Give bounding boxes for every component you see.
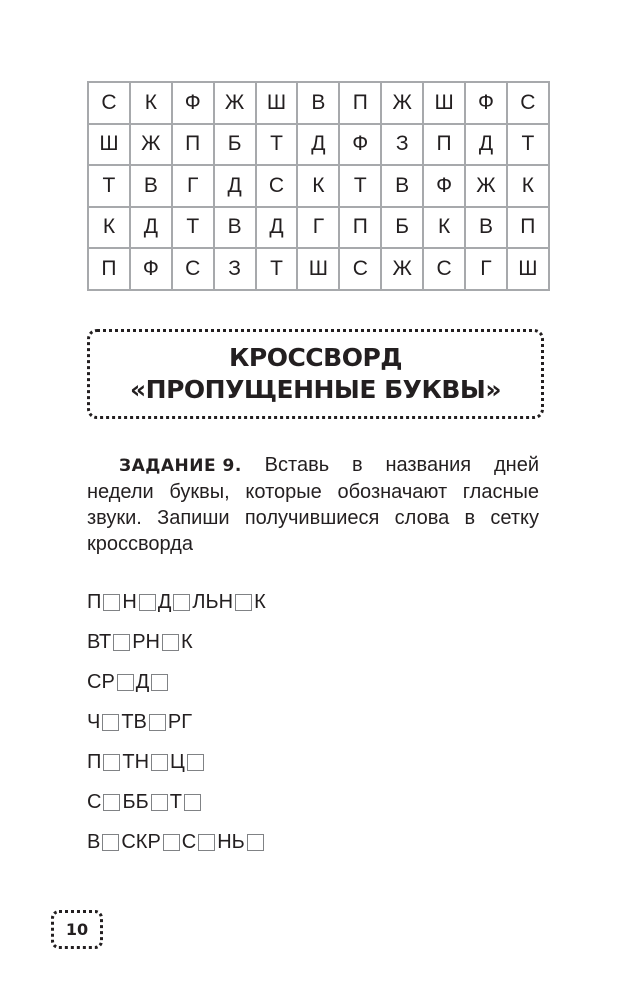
- grid-cell: С: [172, 248, 214, 290]
- grid-cell: Ш: [88, 124, 130, 166]
- grid-cell: Д: [214, 165, 256, 207]
- grid-cell: К: [507, 165, 549, 207]
- letter-blank[interactable]: [162, 634, 179, 651]
- letter-blank[interactable]: [184, 794, 201, 811]
- grid-cell: Г: [465, 248, 507, 290]
- word-fragment: Т: [169, 790, 182, 813]
- letter-blank[interactable]: [163, 834, 180, 851]
- grid-cell: С: [339, 248, 381, 290]
- word-fragment: ББ: [122, 790, 149, 813]
- letter-blank[interactable]: [103, 794, 120, 811]
- word-fragment: НЬ: [217, 830, 245, 853]
- word-fragment: СР: [87, 670, 115, 693]
- grid-cell: З: [214, 248, 256, 290]
- grid-cell: П: [507, 207, 549, 249]
- letter-blank[interactable]: [149, 714, 166, 731]
- grid-cell: Т: [256, 248, 298, 290]
- grid-cell: К: [88, 207, 130, 249]
- grid-cell: Г: [172, 165, 214, 207]
- letter-blank[interactable]: [103, 594, 120, 611]
- grid-cell: Д: [130, 207, 172, 249]
- letter-blank[interactable]: [151, 794, 168, 811]
- grid-cell: Т: [256, 124, 298, 166]
- grid-cell: З: [381, 124, 423, 166]
- grid-row: [88, 124, 549, 166]
- letter-blank[interactable]: [187, 754, 204, 771]
- word-fragment: П: [87, 750, 102, 773]
- page-number: 10: [51, 910, 103, 949]
- grid-cell: Ш: [507, 248, 549, 290]
- grid-cell: Б: [214, 124, 256, 166]
- grid-cell: Т: [507, 124, 549, 166]
- word-fragment: П: [87, 590, 102, 613]
- grid-cell: С: [256, 165, 298, 207]
- task-label: ЗАДАНИЕ 9.: [119, 456, 242, 476]
- section-title-line-2: «ПРОПУЩЕННЫЕ БУКВЫ»: [130, 375, 501, 404]
- section-title-line-1: КРОССВОРД: [228, 343, 403, 372]
- grid-cell: П: [423, 124, 465, 166]
- letter-blank[interactable]: [151, 754, 168, 771]
- letter-grid: [87, 81, 550, 291]
- task-text: Вставь в названия дней недели буквы, которые обозначают гласные звуки. Запиши получившиеся слова в сетку кроссворда: [87, 454, 539, 555]
- letter-blank[interactable]: [102, 714, 119, 731]
- word-fragment: ТН: [122, 750, 150, 773]
- grid-cell: Ж: [381, 82, 423, 124]
- word-fragment: С: [181, 830, 197, 853]
- grid-cell: В: [297, 82, 339, 124]
- word-fragment: СКР: [121, 830, 161, 853]
- grid-cell: П: [88, 248, 130, 290]
- letter-blank[interactable]: [102, 834, 119, 851]
- grid-cell: С: [423, 248, 465, 290]
- grid-cell: Д: [256, 207, 298, 249]
- grid-cell: Ж: [381, 248, 423, 290]
- grid-cell: Ш: [423, 82, 465, 124]
- grid-cell: К: [130, 82, 172, 124]
- letter-blank[interactable]: [198, 834, 215, 851]
- word-fragment: Н: [122, 590, 137, 613]
- word-fragment: ВТ: [87, 630, 112, 653]
- weekday-word: [87, 582, 266, 622]
- letter-blank[interactable]: [103, 754, 120, 771]
- letter-blank[interactable]: [151, 674, 168, 691]
- grid-cell: Ж: [465, 165, 507, 207]
- grid-cell: Т: [339, 165, 381, 207]
- grid-cell: Т: [88, 165, 130, 207]
- grid-cell: Б: [381, 207, 423, 249]
- grid-cell: П: [339, 82, 381, 124]
- word-fragment: Ц: [170, 750, 185, 773]
- word-fragment: РН: [132, 630, 161, 653]
- grid-cell: Ж: [130, 124, 172, 166]
- weekday-word: [87, 702, 266, 742]
- word-fragment: Д: [135, 670, 150, 693]
- grid-cell: Ф: [130, 248, 172, 290]
- letter-blank[interactable]: [139, 594, 156, 611]
- grid-cell: Д: [465, 124, 507, 166]
- word-fragment: С: [87, 790, 102, 813]
- word-fragment: Ч: [87, 710, 101, 733]
- grid-cell: К: [423, 207, 465, 249]
- grid-cell: В: [381, 165, 423, 207]
- weekday-word: [87, 622, 266, 662]
- grid-cell: Ш: [297, 248, 339, 290]
- grid-cell: Ф: [465, 82, 507, 124]
- word-fragment: ТВ: [121, 710, 147, 733]
- word-fragment: ЛЬН: [192, 590, 234, 613]
- letter-blank[interactable]: [113, 634, 130, 651]
- letter-blank[interactable]: [247, 834, 264, 851]
- weekday-word: [87, 822, 266, 862]
- word-fragment: К: [181, 630, 193, 653]
- grid-cell: Ф: [339, 124, 381, 166]
- grid-cell: П: [339, 207, 381, 249]
- grid-cell: В: [465, 207, 507, 249]
- grid-cell: Ф: [423, 165, 465, 207]
- grid-row: [88, 165, 549, 207]
- section-title-box: [87, 329, 544, 419]
- grid-row: [88, 82, 549, 124]
- grid-cell: Ш: [256, 82, 298, 124]
- weekday-word: [87, 662, 266, 702]
- word-fragment: К: [254, 590, 266, 613]
- grid-cell: Д: [297, 124, 339, 166]
- grid-cell: В: [130, 165, 172, 207]
- grid-cell: С: [88, 82, 130, 124]
- grid-row: [88, 248, 549, 290]
- grid-cell: В: [214, 207, 256, 249]
- task-paragraph: [87, 452, 539, 557]
- weekday-word: [87, 742, 266, 782]
- grid-cell: Г: [297, 207, 339, 249]
- letter-blank[interactable]: [173, 594, 190, 611]
- word-list: [87, 582, 266, 862]
- word-fragment: РГ: [167, 710, 193, 733]
- grid-row: [88, 207, 549, 249]
- grid-cell: К: [297, 165, 339, 207]
- word-fragment: Д: [157, 590, 172, 613]
- grid-cell: Ф: [172, 82, 214, 124]
- letter-blank[interactable]: [117, 674, 134, 691]
- word-fragment: В: [87, 830, 101, 853]
- grid-cell: П: [172, 124, 214, 166]
- grid-cell: Т: [172, 207, 214, 249]
- grid-cell: Ж: [214, 82, 256, 124]
- grid-cell: С: [507, 82, 549, 124]
- letter-blank[interactable]: [235, 594, 252, 611]
- weekday-word: [87, 782, 266, 822]
